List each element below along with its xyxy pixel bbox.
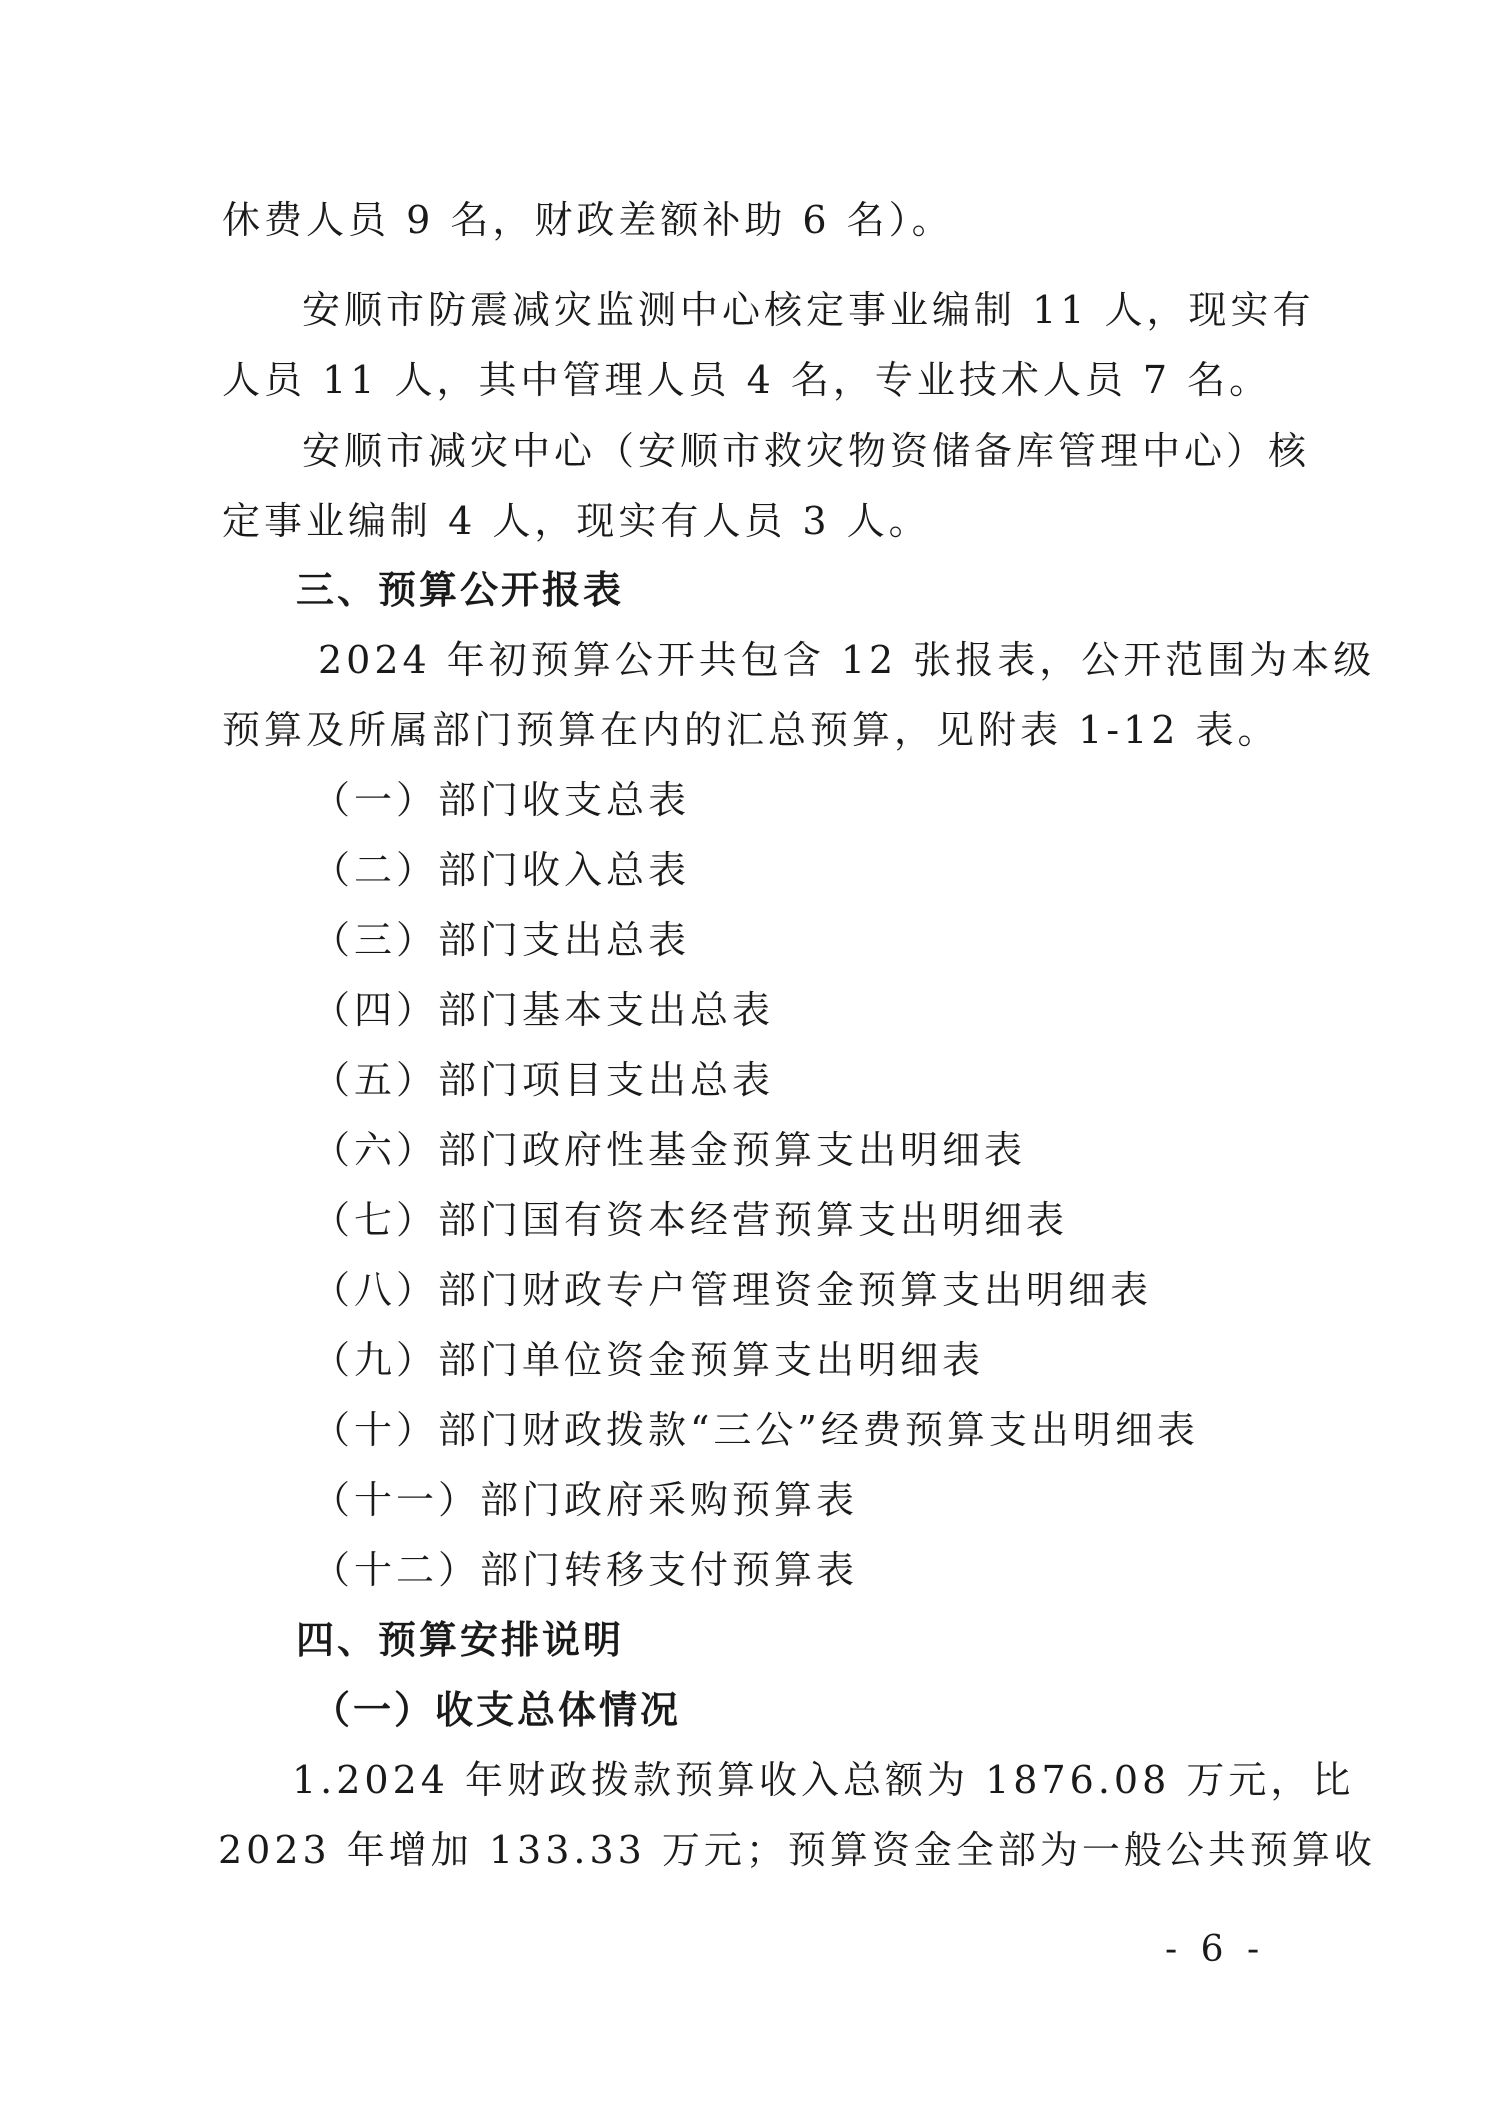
paragraph-line: 2024 年初预算公开共包含 12 张报表，公开范围为本级 bbox=[318, 638, 1376, 682]
report-list-item: （五）部门项目支出总表 bbox=[312, 1058, 775, 1102]
paragraph-line: 安顺市防震减灾监测中心核定事业编制 11 人，现实有 bbox=[302, 288, 1315, 332]
report-list-item: （九）部门单位资金预算支出明细表 bbox=[312, 1338, 985, 1382]
section-heading: 四、预算安排说明 bbox=[296, 1618, 625, 1662]
paragraph-line: 预算及所属部门预算在内的汇总预算，见附表 1-12 表。 bbox=[222, 708, 1280, 752]
section-heading: 三、预算公开报表 bbox=[296, 568, 625, 612]
report-list-item: （二）部门收入总表 bbox=[312, 848, 691, 892]
report-list-item: （十）部门财政拨款“三公”经费预算支出明细表 bbox=[312, 1408, 1199, 1452]
report-list-item: （十二）部门转移支付预算表 bbox=[312, 1548, 859, 1592]
paragraph-line: 1.2024 年财政拨款预算收入总额为 1876.08 万元，比 bbox=[292, 1758, 1355, 1802]
subsection-heading: （一）收支总体情况 bbox=[312, 1688, 682, 1732]
paragraph-line: 人员 11 人，其中管理人员 4 名，专业技术人员 7 名。 bbox=[222, 358, 1272, 402]
paragraph-line: 定事业编制 4 人，现实有人员 3 人。 bbox=[222, 499, 931, 543]
paragraph-line: 2023 年增加 133.33 万元；预算资金全部为一般公共预算收 bbox=[218, 1828, 1376, 1872]
report-list-item: （八）部门财政专户管理资金预算支出明细表 bbox=[312, 1268, 1153, 1312]
report-list-item: （三）部门支出总表 bbox=[312, 918, 691, 962]
page-number: - 6 - bbox=[1165, 1929, 1266, 1970]
report-list-item: （七）部门国有资本经营预算支出明细表 bbox=[312, 1198, 1069, 1242]
report-list-item: （四）部门基本支出总表 bbox=[312, 988, 775, 1032]
report-list-item: （十一）部门政府采购预算表 bbox=[312, 1478, 859, 1522]
paragraph-line: 安顺市减灾中心（安顺市救灾物资储备库管理中心）核 bbox=[302, 429, 1311, 473]
report-list-item: （六）部门政府性基金预算支出明细表 bbox=[312, 1128, 1027, 1172]
report-list-item: （一）部门收支总表 bbox=[312, 778, 691, 822]
paragraph-line: 休费人员 9 名，财政差额补助 6 名）。 bbox=[222, 198, 954, 242]
